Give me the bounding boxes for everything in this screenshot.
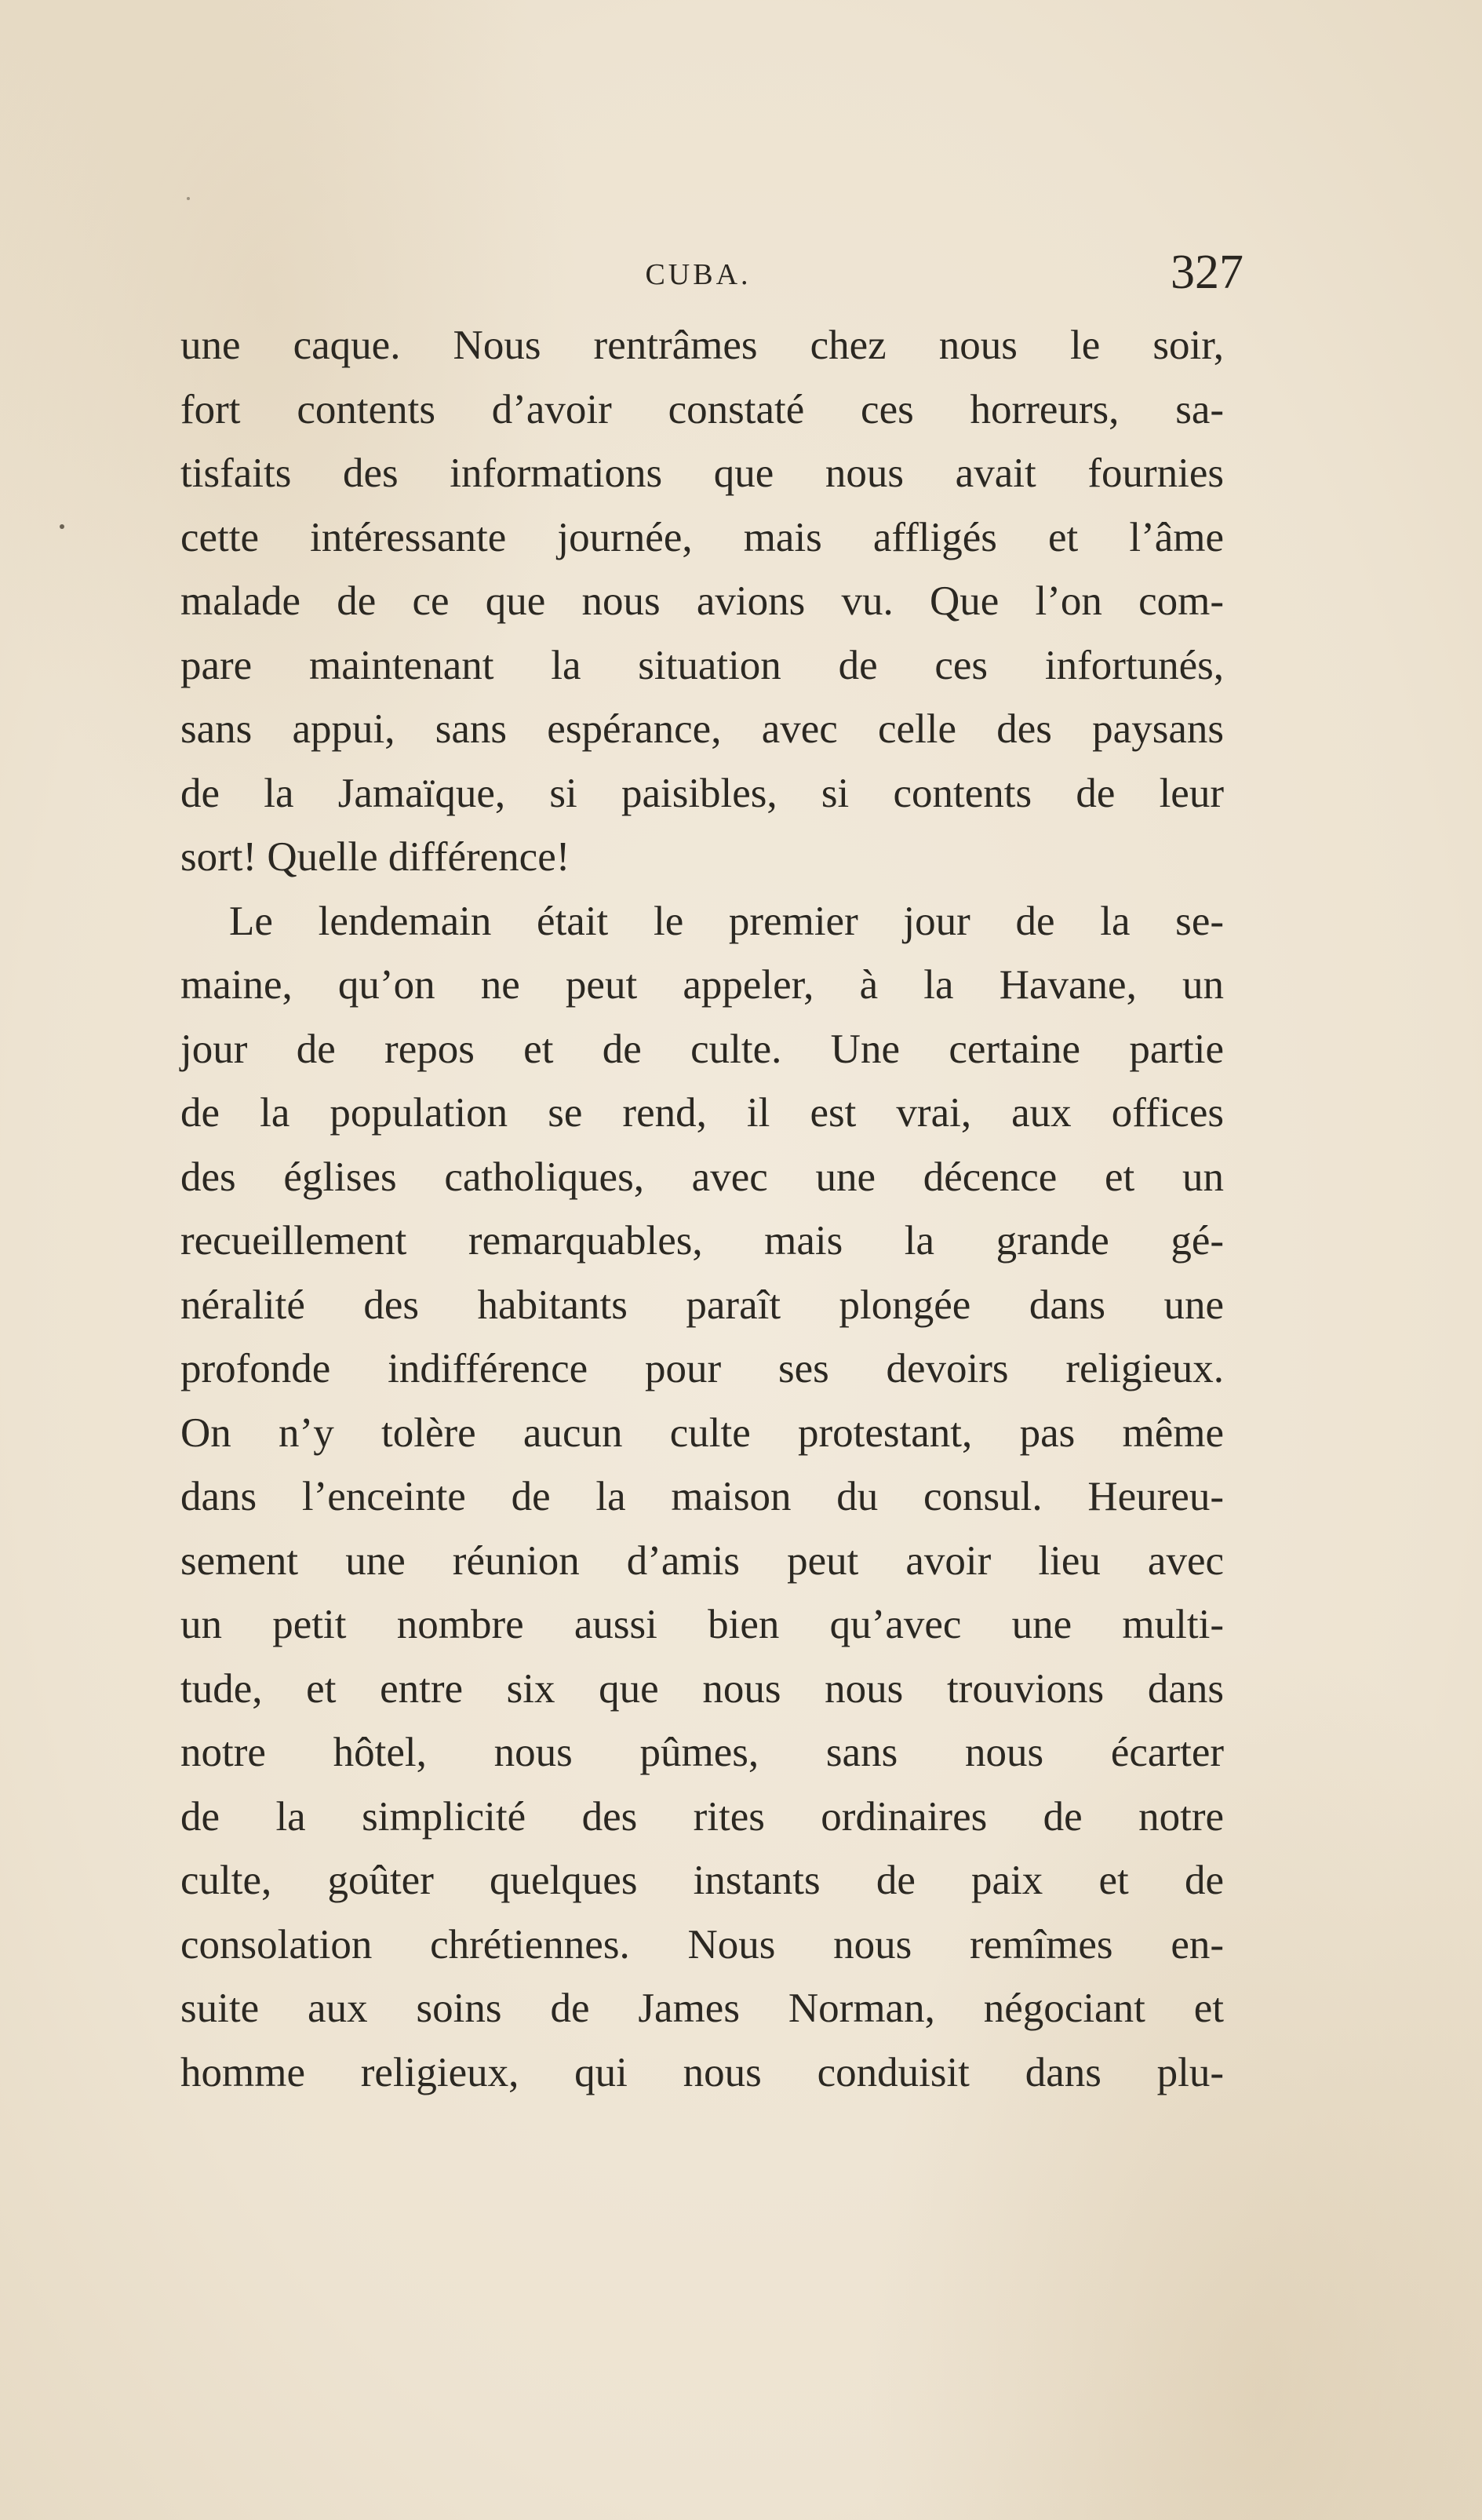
text-line: consolation chrétiennes. Nous nous remîmes en- [180, 1921, 1224, 1967]
text-line: cette intéressante journée, mais affligés et l’âme [180, 514, 1224, 560]
text-line: pare maintenant la situation de ces infortunés, [180, 642, 1224, 688]
paper-speck [60, 524, 64, 529]
text-line: culte, goûter quelques instants de paix et de [180, 1858, 1224, 1903]
text-line: sement une réunion d’amis peut avoir lieu avec [180, 1537, 1224, 1584]
body-text [180, 314, 1224, 2105]
text-line: notre hôtel, nous pûmes, sans nous écarter [180, 1730, 1224, 1775]
text-line: tude, et entre six que nous nous trouvions dans [180, 1665, 1224, 1712]
text-line: sans appui, sans espérance, avec celle des paysans [180, 706, 1224, 752]
running-head: CUBA. [645, 258, 752, 291]
text-line: On n’y tolère aucun culte protestant, pas même [180, 1410, 1224, 1456]
page-number: 327 [1171, 246, 1243, 299]
text-line: des églises catholiques, avec une décence et un [180, 1154, 1224, 1200]
text-line: homme religieux, qui nous conduisit dans plu- [180, 2049, 1224, 2095]
text-line: néralité des habitants paraît plongée dans une [180, 1282, 1224, 1328]
paper-speck [187, 197, 190, 200]
text-line: une caque. Nous rentrâmes chez nous le soir, [180, 323, 1224, 368]
text-line: jour de repos et de culte. Une certaine partie [180, 1026, 1224, 1072]
paragraph-last-line: sort! Quelle différence! [180, 834, 570, 880]
text-line: suite aux soins de James Norman, négociant et [180, 1986, 1224, 2031]
text-line: tisfaits des informations que nous avait fournies [180, 450, 1224, 496]
paragraph-first-line: Le lendemain était le premier jour de la se- [229, 898, 1224, 944]
text-line: recueillement remarquables, mais la grande gé- [180, 1218, 1224, 1264]
text-line: dans l’enceinte de la maison du consul. Heureu- [180, 1474, 1224, 1519]
text-line: de la population se rend, il est vrai, aux offices [180, 1090, 1224, 1136]
text-line: profonde indifférence pour ses devoirs religieux. [180, 1346, 1224, 1391]
text-line: de la Jamaïque, si paisibles, si contents de leur [180, 770, 1224, 816]
text-line: fort contents d’avoir constaté ces horreurs, sa- [180, 386, 1224, 432]
text-line: de la simplicité des rites ordinaires de notre [180, 1793, 1224, 1840]
text-line: malade de ce que nous avions vu. Que l’on com- [180, 578, 1224, 624]
text-line: maine, qu’on ne peut appeler, à la Havane, un [180, 962, 1224, 1008]
page-header [0, 246, 1482, 312]
text-line: un petit nombre aussi bien qu’avec une multi- [180, 1602, 1224, 1647]
